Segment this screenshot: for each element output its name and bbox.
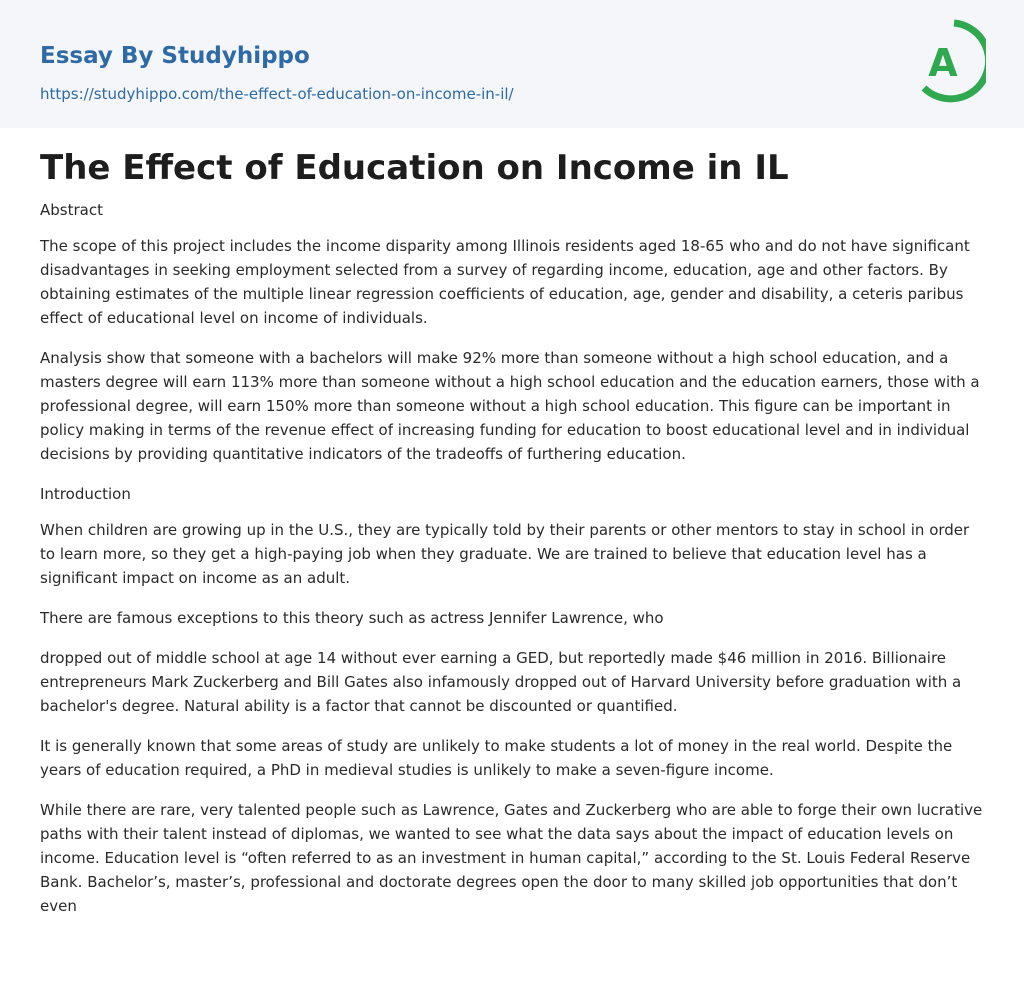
source-url-link[interactable]: https://studyhippo.com/the-effect-of-education-on-income-in-il/	[40, 85, 514, 103]
paragraph-2: Analysis show that someone with a bachelors will make 92% more than someone without a high school education, and a masters degree will earn 113% more than someone without a high school education and the education earners, those with a professional degree, will earn 150% more than someone without a high school education. This figure can be important in policy making in terms of the revenue effect of increasing funding for education to boost educational level and in individual decisions by providing quantitative indicators of the tradeoffs of furthering education.	[40, 349, 980, 463]
paragraph-7: While there are rare, very talented people such as Lawrence, Gates and Zuckerberg who are able to forge their own lucrative paths with their talent instead of diplomas, we wanted to see what the data says about the impact of education levels on income. Education level is “often referred to as an investment in human capital,” according to the St. Louis Federal Reserve Bank. Bachelor’s, master’s, professional and doctorate degrees open the door to many skilled job opportunities that don’t even	[40, 801, 983, 915]
studyhippo-logo-icon[interactable]	[916, 18, 986, 104]
paragraph-4: There are famous exceptions to this theory such as actress Jennifer Lawrence, who	[40, 609, 664, 627]
brand-title[interactable]: Essay By Studyhippo	[40, 43, 310, 69]
article	[0, 146, 1024, 918]
paragraph-1: The scope of this project includes the income disparity among Illinois residents aged 18-65 who and do not have significant disadvantages in seeking employment selected from a survey of regarding income, education, age and other factors. By obtaining estimates of the multiple linear regression coefficients of education, age, gender and disability, a ceteris paribus effect of educational level on income of individuals.	[40, 237, 970, 327]
paragraph-5: dropped out of middle school at age 14 without ever earning a GED, but reportedly made $46 million in 2016. Billionaire entrepreneurs Mark Zuckerberg and Bill Gates also infamously dropped out of Harvard University before graduation with a bachelor's degree. Natural ability is a factor that cannot be discounted or quantified.	[40, 649, 962, 715]
logo-letter: A	[928, 41, 958, 85]
abstract-heading: Abstract	[40, 201, 103, 219]
introduction-heading: Introduction	[40, 485, 131, 503]
page-header	[0, 0, 1024, 128]
paragraph-3: When children are growing up in the U.S., they are typically told by their parents or other mentors to stay in school in order to learn more, so they get a high-paying job when they graduate. We are trained to believe that education level has a significant impact on income as an adult.	[40, 521, 970, 587]
article-title: The Effect of Education on Income in IL	[40, 148, 789, 188]
paragraph-6: It is generally known that some areas of study are unlikely to make students a lot of money in the real world. Despite the years of education required, a PhD in medieval studies is unlikely to make a seven-figure income.	[40, 737, 953, 779]
